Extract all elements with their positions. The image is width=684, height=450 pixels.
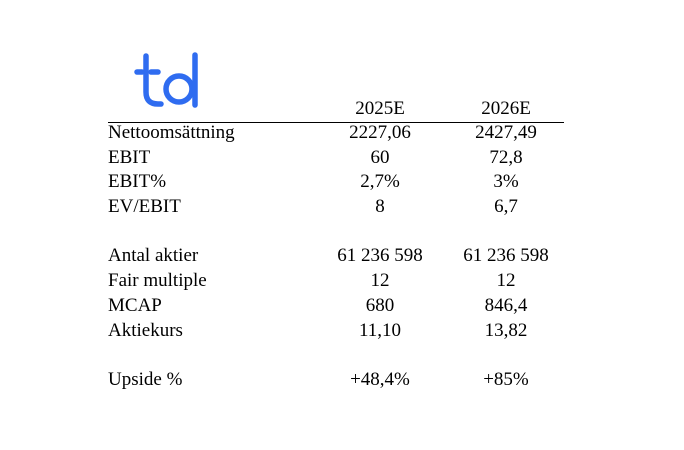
table-body	[108, 121, 564, 393]
cell-2025e: 2227,06	[349, 122, 411, 143]
row-label: EBIT	[108, 146, 151, 168]
cell-2026e: 72,8	[489, 146, 523, 168]
table-row-antal-aktier	[108, 244, 564, 269]
row-label: Antal aktier	[108, 245, 199, 267]
table-row-ebit	[108, 146, 564, 171]
table-spacer	[108, 220, 564, 245]
column-header-2025e: 2025E	[355, 98, 405, 119]
row-label: Upside %	[108, 368, 183, 390]
row-label: Fair multiple	[108, 270, 207, 292]
cell-2025e: 11,10	[358, 319, 402, 341]
cell-2026e: 6,7	[494, 196, 518, 218]
table-row-nettoomsattning	[108, 121, 564, 146]
cell-2026e: 846,4	[484, 294, 528, 316]
table-row-ev-ebit	[108, 195, 564, 220]
table-row-upside	[108, 368, 564, 393]
cell-2026e: +85%	[483, 368, 529, 390]
cell-2025e: 12	[370, 270, 390, 292]
table-spacer	[108, 343, 564, 368]
table-row-mcap	[108, 294, 564, 319]
row-label: EBIT%	[108, 171, 167, 193]
table-header	[108, 96, 564, 120]
cell-2026e: 3%	[493, 171, 519, 193]
cell-2025e: +48,4%	[350, 368, 410, 390]
cell-2026e: 12	[496, 270, 516, 292]
cell-2025e: 2,7%	[360, 171, 400, 193]
table-row-fair-multiple	[108, 269, 564, 294]
cell-2025e: 61 236 598	[337, 245, 423, 267]
row-label: EV/EBIT	[108, 196, 181, 218]
cell-2025e: 680	[365, 294, 395, 316]
cell-2025e: 8	[375, 196, 385, 218]
valuation-table	[108, 96, 564, 390]
row-label: Nettoomsättning	[108, 122, 235, 143]
cell-2026e: 13,82	[484, 319, 528, 341]
table-row-aktiekurs	[108, 319, 564, 344]
cell-2026e: 2427,49	[475, 122, 537, 143]
row-label: Aktiekurs	[108, 319, 183, 341]
column-header-2026e: 2026E	[481, 98, 531, 119]
table-row-ebit-percent	[108, 170, 564, 195]
cell-2025e: 60	[370, 146, 390, 168]
cell-2026e: 61 236 598	[463, 245, 549, 267]
row-label: MCAP	[108, 294, 162, 316]
